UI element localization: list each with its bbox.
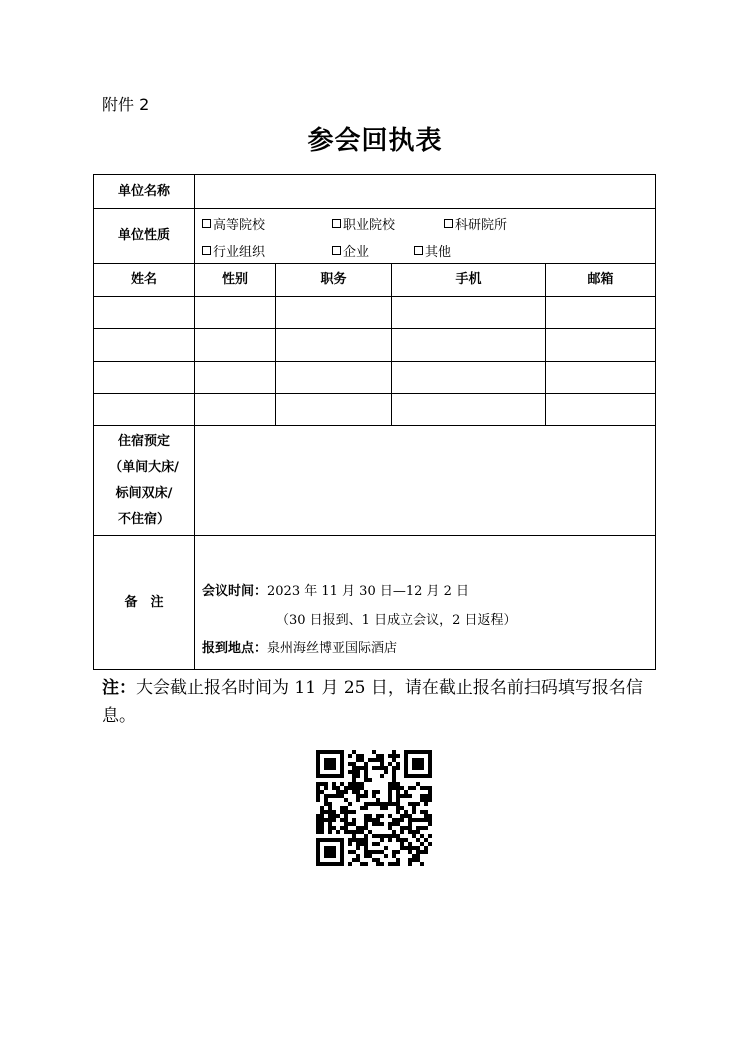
column-header-position: 职务 <box>320 272 347 287</box>
attachment-label: 附件 2 <box>102 95 150 114</box>
unit-type-option-industry-org[interactable]: 行业组织 <box>202 241 265 260</box>
location-label: 报到地点： <box>202 641 268 656</box>
checkbox-icon[interactable] <box>444 219 453 228</box>
footnote-text: 大会截止报名时间为 11 月 25 日，请在截止报名前扫码填写报名信息。 <box>102 678 643 726</box>
notes-label: 备 注 <box>124 594 164 610</box>
unit-type-option-vocational[interactable]: 职业院校 <box>332 214 395 233</box>
lodging-field[interactable] <box>195 426 655 535</box>
unit-type-option-enterprise[interactable]: 企业 <box>332 241 369 260</box>
checkbox-icon[interactable] <box>332 246 341 255</box>
registration-form-table <box>93 174 656 670</box>
footnote <box>102 674 662 730</box>
unit-type-label: 单位性质 <box>117 228 170 243</box>
checkbox-icon[interactable] <box>202 246 211 255</box>
table-row[interactable] <box>94 362 655 393</box>
page-title: 参会回执表 <box>307 126 443 156</box>
unit-type-option-university[interactable]: 高等院校 <box>202 214 265 233</box>
footnote-label: 注： <box>102 678 136 698</box>
meeting-time-label: 会议时间： <box>202 584 268 599</box>
unit-name-field[interactable] <box>195 175 655 208</box>
unit-type-option-other[interactable]: 其他 <box>414 241 451 260</box>
checkbox-icon[interactable] <box>414 246 423 255</box>
qr-code-icon[interactable] <box>316 750 432 866</box>
table-row[interactable] <box>94 394 655 425</box>
column-header-name: 姓名 <box>130 272 157 287</box>
lodging-label: 住宿预定 （单间大床/ 标间双床/ 不住宿） <box>109 433 179 527</box>
meeting-time-value: 2023 年 11 月 30 日—12 月 2 日 <box>267 584 470 599</box>
table-row[interactable] <box>94 329 655 361</box>
column-header-gender: 性别 <box>221 272 248 287</box>
table-row[interactable] <box>94 297 655 328</box>
unit-type-option-research[interactable]: 科研院所 <box>444 214 507 233</box>
column-header-email: 邮箱 <box>587 272 614 287</box>
unit-name-label: 单位名称 <box>117 183 170 199</box>
checkbox-icon[interactable] <box>202 219 211 228</box>
location-value: 泉州海丝博亚国际酒店 <box>267 641 398 656</box>
column-header-phone: 手机 <box>455 272 482 287</box>
location-line <box>202 637 397 656</box>
checkbox-icon[interactable] <box>332 219 341 228</box>
meeting-time-line <box>202 580 469 599</box>
meeting-schedule: （30 日报到、1 日成立会议，2 日返程） <box>276 613 517 628</box>
